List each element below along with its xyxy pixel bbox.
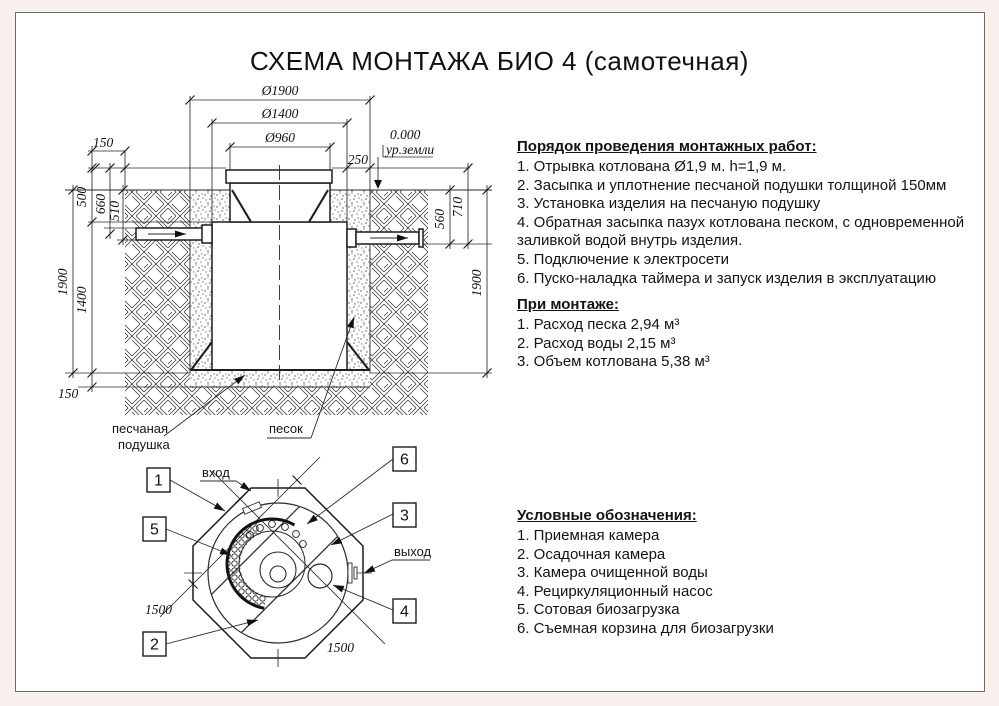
procedure-item: 1. Отрывка котлована Ø1,9 м. h=1,9 м. — [517, 158, 787, 175]
soil-hatch-left — [125, 190, 190, 415]
label-outlet: выход — [394, 544, 432, 559]
montage-item: 3. Объем котлована 5,38 м³ — [517, 353, 710, 371]
procedure-heading: Порядок проведения монтажных работ: — [517, 138, 817, 155]
sand-cushion — [190, 373, 370, 387]
dim-250: 250 — [347, 152, 368, 167]
outlet-leader — [364, 560, 392, 573]
dim-1500-left: 1500 — [145, 602, 172, 617]
inlet-leader — [236, 481, 251, 491]
legend-item: 2. Осадочная камера — [517, 545, 666, 563]
page-title: СХЕМА МОНТАЖА БИО 4 (самотечная) — [250, 46, 749, 76]
dim-d960: Ø960 — [265, 130, 295, 145]
callout-1: 1 — [154, 472, 163, 490]
level-arrow — [374, 180, 382, 189]
dim-500: 500 — [74, 186, 89, 208]
dim-d1900: Ø1900 — [261, 83, 299, 98]
top-view — [143, 447, 432, 667]
label-ground-level: ур.земли — [386, 142, 435, 157]
montage-heading: При монтаже: — [517, 296, 619, 313]
dim-150-top: 150 — [93, 135, 114, 150]
dim-510: 510 — [107, 200, 122, 222]
callout-2: 2 — [150, 636, 159, 654]
dim-1400: 1400 — [74, 286, 89, 314]
dim-level: 0.000 — [390, 127, 421, 142]
dim-d1400: Ø1400 — [261, 106, 299, 121]
soil-hatch-right — [370, 190, 428, 415]
legend-item: 3. Камера очищенной воды — [517, 564, 708, 582]
legend-item: 1. Приемная камера — [517, 527, 660, 544]
callout-3: 3 — [400, 507, 409, 525]
dim-1500-bottom: 1500 — [327, 640, 354, 655]
procedure-item: 5. Подключение к электросети — [517, 250, 729, 268]
tank-lid — [226, 170, 332, 183]
outlet-flange — [419, 229, 423, 247]
procedure-item: 3. Установка изделия на песчаную подушку — [517, 195, 821, 213]
cross-section-view — [55, 83, 492, 452]
dim-1900-right: 1900 — [469, 269, 484, 297]
label-sand-cushion-1: песчаная — [112, 421, 169, 436]
soil-hatch-bottom — [190, 387, 370, 415]
legend-heading: Условные обозначения: — [517, 507, 697, 524]
inlet-coupling — [202, 225, 212, 243]
dim-560: 560 — [432, 208, 447, 230]
callout-6: 6 — [400, 451, 409, 469]
legend-item: 4. Рециркуляционный насос — [517, 582, 713, 600]
dim-1900-left: 1900 — [55, 268, 70, 296]
procedure-item: 2. Засыпка и уплотнение песчаной подушки толщиной 150мм — [517, 176, 947, 194]
procedure-item: 6. Пуско-наладка таймера и запуск изделия в эксплуатацию — [517, 269, 937, 287]
dim-660: 660 — [93, 193, 108, 215]
callout-4: 4 — [400, 603, 409, 621]
procedure-item: 4. Обратная засыпка пазух котлована песком, с одновременной заливкой водой внутрь изделия. — [517, 213, 965, 250]
label-inlet: вход — [202, 465, 230, 480]
label-sand-cushion-2: подушка — [118, 437, 170, 452]
dim-710: 710 — [450, 196, 465, 218]
outlet-coupling — [347, 229, 356, 247]
legend-item: 5. Сотовая биозагрузка — [517, 601, 680, 619]
montage-item: 1. Расход песка 2,94 м³ — [517, 316, 680, 333]
dim-150-bottom: 150 — [58, 386, 79, 401]
legend-item: 6. Съемная корзина для биозагрузки — [517, 619, 774, 637]
montage-item: 2. Расход воды 2,15 м³ — [517, 334, 676, 352]
tank-octagon — [193, 488, 363, 658]
callout-5: 5 — [150, 521, 159, 539]
tank-neck — [230, 183, 330, 222]
label-sand: песок — [269, 421, 303, 436]
